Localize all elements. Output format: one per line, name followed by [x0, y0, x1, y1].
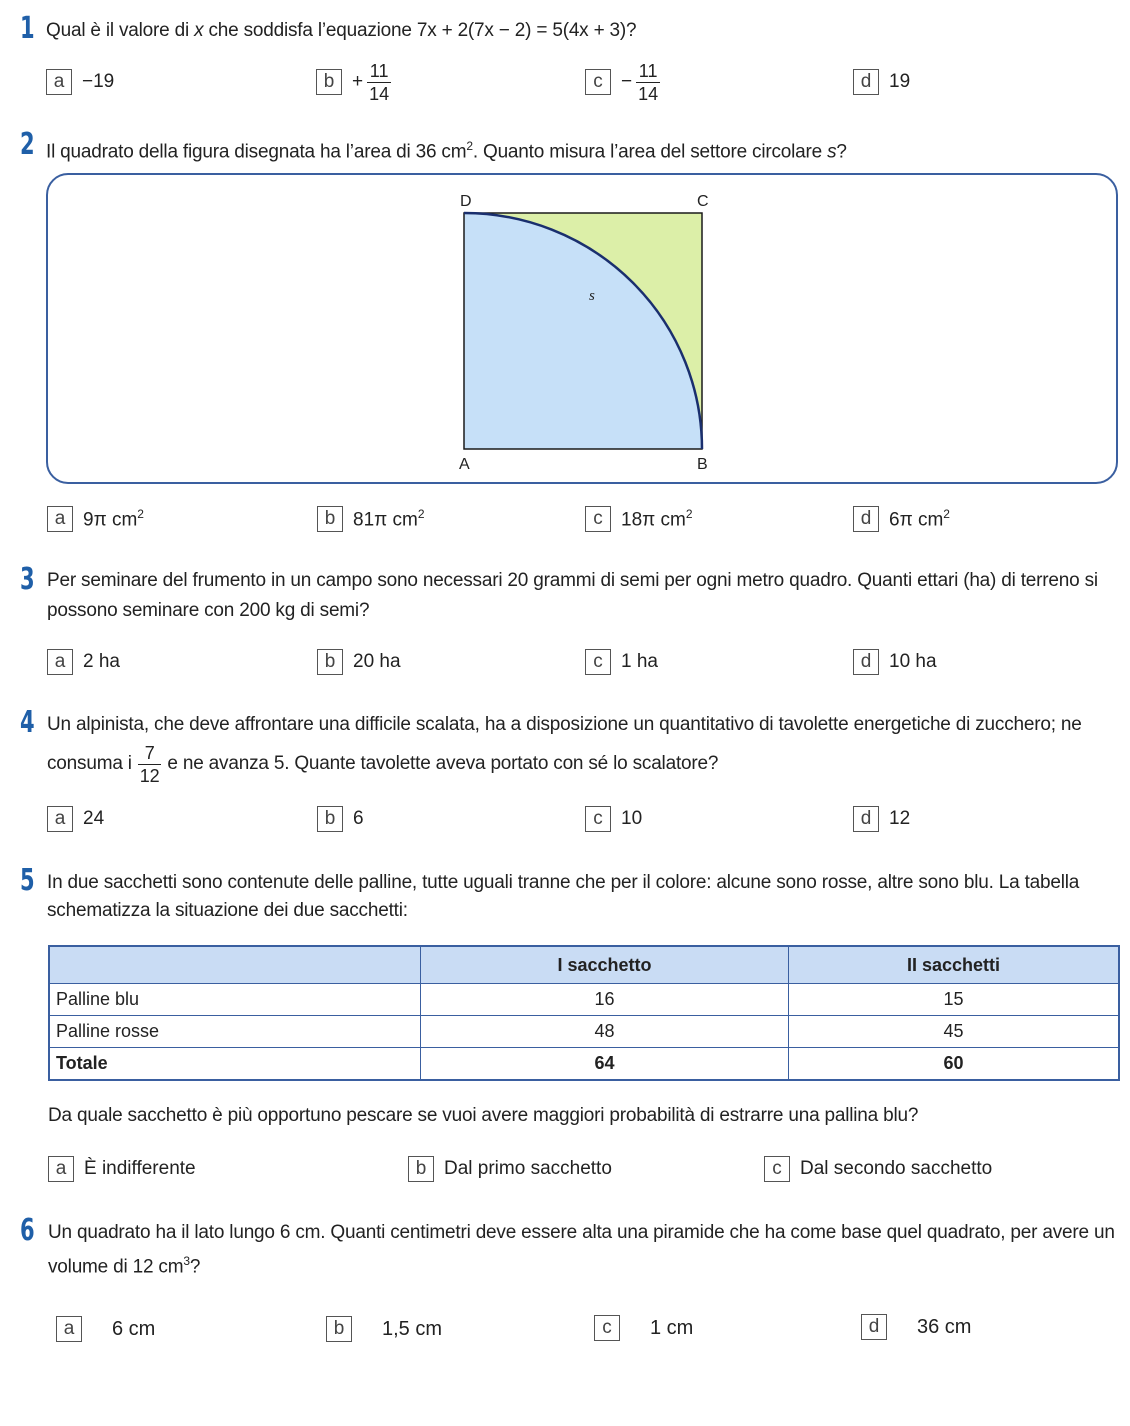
- option-text: 19: [889, 71, 911, 92]
- option-value: 9π cm: [83, 509, 138, 531]
- fraction-denominator: 14: [638, 83, 659, 104]
- q1-text-after: che soddisfa l’equazione: [203, 20, 417, 41]
- option-text: 6: [353, 808, 364, 829]
- option-letter-box[interactable]: b: [317, 649, 343, 675]
- option-text: 12: [889, 808, 911, 829]
- option-text: Dal secondo sacchetto: [800, 1158, 993, 1179]
- label-b: B: [697, 456, 708, 473]
- option-text: 36 cm: [917, 1315, 972, 1338]
- q4-option-a[interactable]: [47, 805, 104, 833]
- option-sup: 2: [685, 506, 693, 521]
- sacchetti-table: [48, 945, 1120, 1081]
- question-4-line-1: Un alpinista, che deve affrontare una difficile scalata, ha a disposizione un quantitativo di tavolette energetiche di zucchero; ne: [47, 714, 1082, 735]
- question-number-1: 1: [20, 11, 35, 46]
- q4-option-d[interactable]: [853, 805, 910, 833]
- option-sup: 2: [417, 506, 425, 521]
- option-text: [83, 507, 144, 531]
- option-text: 6 cm: [112, 1317, 156, 1340]
- q3-option-c[interactable]: [585, 648, 658, 676]
- table-header-cell: I sacchetto: [421, 946, 789, 984]
- q4-fraction: [138, 742, 162, 787]
- question-5-line-1: In due sacchetti sono contenute delle palline, tutte uguali tranne che per il colore: alcune sono rosse, altre sono blu. La tabella: [47, 872, 1080, 893]
- q5-option-c[interactable]: [764, 1155, 992, 1183]
- q5-option-b[interactable]: [408, 1155, 612, 1183]
- option-letter-box[interactable]: b: [316, 69, 342, 95]
- option-letter-box[interactable]: c: [585, 649, 611, 675]
- option-text: 1 ha: [621, 651, 658, 672]
- option-text: Dal primo sacchetto: [444, 1158, 612, 1179]
- q6-text-before: volume di 12 cm: [48, 1256, 184, 1278]
- option-letter-box[interactable]: a: [47, 506, 73, 532]
- q6-text-after: ?: [189, 1256, 201, 1278]
- q2-text-after: . Quanto misura l’area del settore circolare: [472, 141, 828, 163]
- q2-option-a[interactable]: [47, 505, 144, 533]
- q4-text-after: e ne avanza 5. Quante tavolette aveva portato con sé lo scalatore?: [167, 753, 719, 774]
- option-text: 10: [621, 808, 643, 829]
- table-row: [49, 984, 1119, 1016]
- q3-option-b[interactable]: [317, 648, 401, 676]
- table-cell: Totale: [49, 1048, 421, 1081]
- option-letter-box[interactable]: b: [408, 1156, 434, 1182]
- option-text: 1 cm: [650, 1316, 694, 1339]
- table-total-row: [49, 1048, 1119, 1081]
- table-header-row: [49, 946, 1119, 984]
- q6-option-a[interactable]: [56, 1315, 155, 1343]
- option-letter-box[interactable]: b: [326, 1316, 352, 1342]
- square-sector-figure: [0, 0, 1130, 500]
- option-text: 20 ha: [353, 651, 401, 672]
- question-3-line-2: possono seminare con 200 kg di semi?: [47, 600, 370, 621]
- q2-option-d[interactable]: [853, 505, 950, 533]
- option-text: [889, 507, 950, 531]
- question-number-2: 2: [20, 127, 35, 162]
- option-letter-box[interactable]: a: [56, 1316, 82, 1342]
- option-letter-box[interactable]: c: [585, 506, 611, 532]
- label-c: C: [697, 193, 709, 210]
- q2-qmark: ?: [836, 141, 847, 163]
- option-sup: 2: [943, 506, 950, 521]
- option-letter-box[interactable]: c: [594, 1315, 620, 1341]
- q4-option-c[interactable]: [585, 805, 642, 833]
- fraction-numerator: 7: [144, 742, 155, 763]
- q3-option-d[interactable]: [853, 648, 937, 676]
- option-value: 6π cm: [889, 509, 944, 531]
- fraction-denominator: 14: [369, 83, 390, 104]
- label-a: A: [459, 456, 470, 473]
- question-5-question: Da quale sacchetto è più opportuno pescare se vuoi avere maggiori probabilità di estrarre una pallina blu?: [48, 1105, 919, 1126]
- table-cell: Palline rosse: [49, 1016, 421, 1048]
- fraction-numerator: 11: [369, 60, 389, 81]
- table-cell: 48: [421, 1016, 789, 1048]
- option-sign: +: [352, 71, 364, 92]
- option-text: [621, 507, 693, 531]
- question-6-line-2: [48, 1246, 200, 1282]
- table-header-cell: II sacchetti: [789, 946, 1120, 984]
- option-letter-box[interactable]: d: [861, 1314, 887, 1340]
- fraction-numerator: 11: [638, 60, 658, 81]
- table-cell: Palline blu: [49, 984, 421, 1016]
- question-5-line-2: schematizza la situazione dei due sacchetti:: [47, 900, 408, 921]
- q2-option-c[interactable]: [585, 505, 693, 533]
- option-text: 2 ha: [83, 651, 120, 672]
- option-sign: −: [621, 71, 633, 92]
- option-text: 10 ha: [889, 651, 937, 672]
- fraction-denominator: 12: [139, 765, 160, 786]
- q2-sup: 2: [466, 139, 473, 153]
- question-4-line-2: [47, 738, 718, 790]
- option-letter-box[interactable]: a: [47, 806, 73, 832]
- table-cell: 45: [789, 1016, 1120, 1048]
- table-header-cell: [49, 946, 421, 984]
- option-letter-box[interactable]: c: [764, 1156, 790, 1182]
- q2-option-b[interactable]: [317, 505, 425, 533]
- q6-sup: 3: [183, 1254, 190, 1268]
- option-letter-box[interactable]: b: [317, 806, 343, 832]
- label-s: s: [589, 288, 595, 304]
- q4-option-b[interactable]: [317, 805, 364, 833]
- question-number-3: 3: [20, 562, 35, 597]
- question-number-5: 5: [20, 863, 35, 898]
- question-3-line-1: Per seminare del frumento in un campo sono necessari 20 grammi di semi per ogni metro quadro. Quanti ettari (ha) di terreno si: [47, 570, 1098, 591]
- q6-option-d[interactable]: [861, 1313, 971, 1341]
- option-letter-box[interactable]: d: [853, 649, 879, 675]
- option-letter-box[interactable]: a: [48, 1156, 74, 1182]
- option-text: [353, 507, 425, 531]
- option-letter-box[interactable]: a: [47, 649, 73, 675]
- q1-var: x: [194, 20, 204, 41]
- q3-option-a[interactable]: [47, 648, 120, 676]
- option-sup: 2: [137, 506, 144, 521]
- option-text: −19: [82, 71, 115, 92]
- q4-text-before: consuma i: [47, 753, 132, 774]
- question-6-line-1: Un quadrato ha il lato lungo 6 cm. Quanti centimetri deve essere alta una piramide che ha come base quel quadrato, per avere un: [48, 1222, 1115, 1243]
- q1-text-before: Qual è il valore di: [46, 20, 195, 41]
- option-letter-box[interactable]: c: [585, 806, 611, 832]
- option-letter-box[interactable]: b: [317, 506, 343, 532]
- option-text: 1,5 cm: [382, 1317, 443, 1340]
- q6-option-c[interactable]: [594, 1314, 693, 1342]
- table-cell: 64: [421, 1048, 789, 1081]
- question-number-4: 4: [20, 705, 35, 740]
- table-row: [49, 1016, 1119, 1048]
- option-letter-box[interactable]: c: [585, 69, 611, 95]
- q6-option-b[interactable]: [326, 1315, 442, 1343]
- option-text: È indifferente: [84, 1158, 196, 1179]
- q1-equation: 7x + 2(7x − 2) = 5(4x + 3)?: [416, 20, 637, 41]
- option-value: 81π cm: [353, 509, 418, 531]
- table-cell: 60: [789, 1048, 1120, 1081]
- table-cell: 15: [789, 984, 1120, 1016]
- table-cell: 16: [421, 984, 789, 1016]
- question-number-6: 6: [20, 1213, 35, 1248]
- option-letter-box[interactable]: d: [853, 806, 879, 832]
- option-text: 24: [83, 808, 105, 829]
- q2-text-before: Il quadrato della figura disegnata ha l’area di 36 cm: [46, 141, 467, 163]
- q2-var: s: [827, 141, 837, 163]
- option-letter-box[interactable]: a: [46, 69, 72, 95]
- q5-option-a[interactable]: [48, 1155, 196, 1183]
- label-d: D: [460, 193, 472, 210]
- option-letter-box[interactable]: d: [853, 69, 879, 95]
- option-letter-box[interactable]: d: [853, 506, 879, 532]
- option-value: 18π cm: [621, 509, 686, 531]
